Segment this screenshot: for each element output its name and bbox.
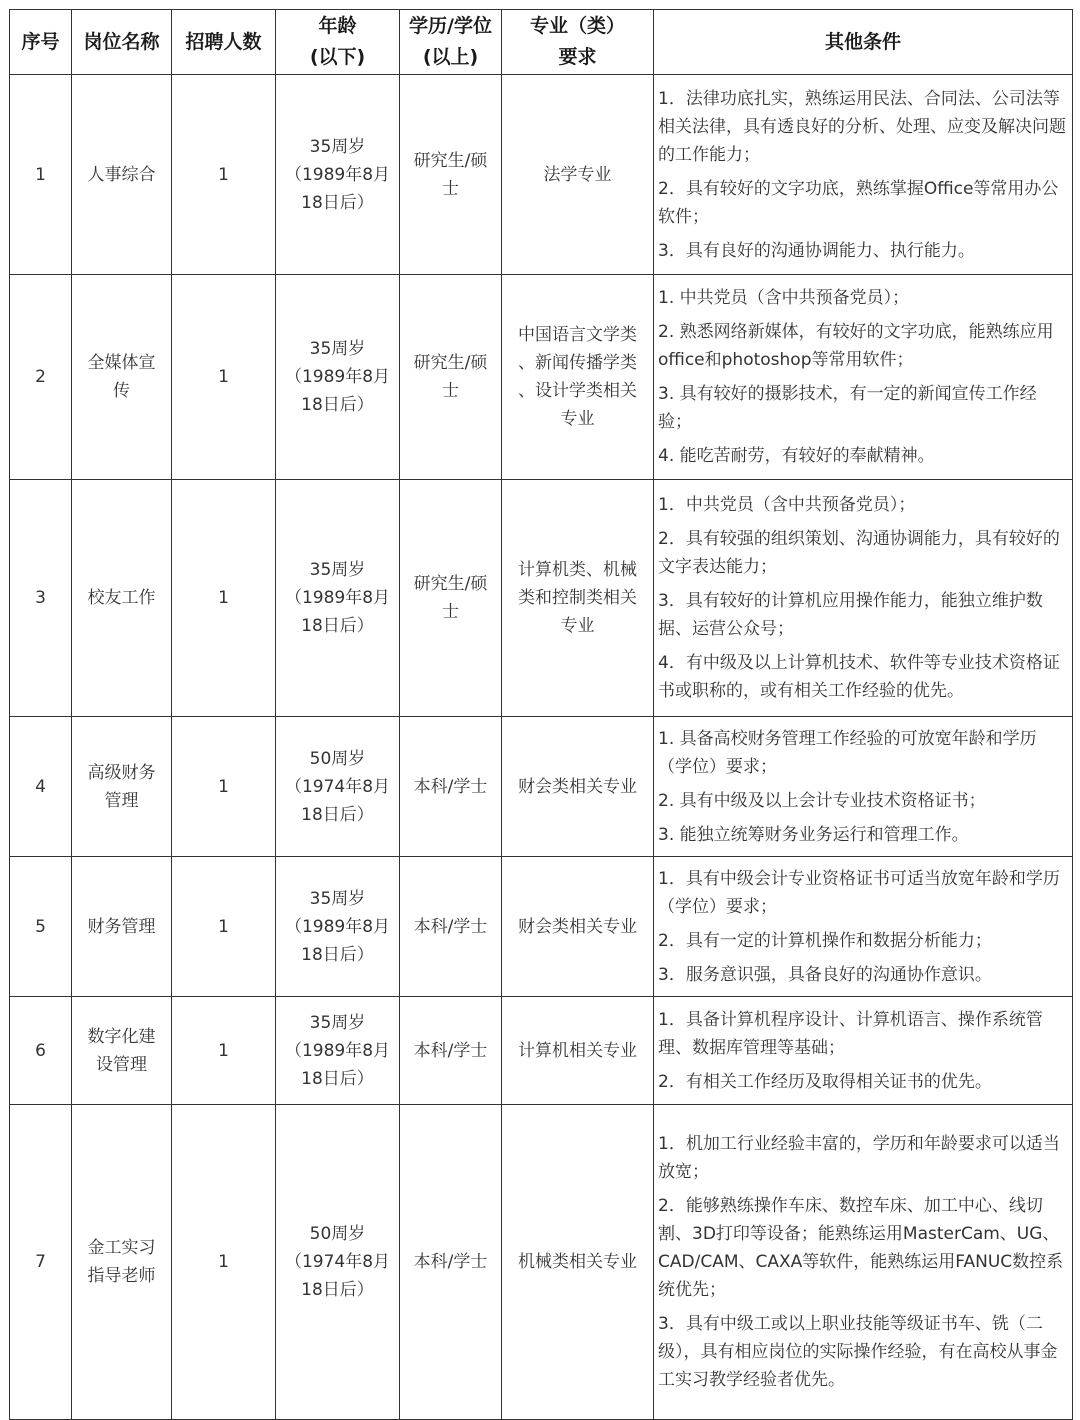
condition-item: 1．具有中级会计专业资格证书可适当放宽年龄和学历（学位）要求； bbox=[658, 868, 1060, 917]
cell-hiring-count: 1 bbox=[172, 857, 276, 997]
cell-age-line: （1989年8月 bbox=[284, 916, 391, 937]
cell-major-line: 法学专业 bbox=[543, 164, 612, 185]
cell-position-name bbox=[72, 857, 172, 997]
header-no: 序号 bbox=[10, 10, 72, 75]
header-age: 年龄 (以下) bbox=[276, 10, 400, 75]
table-row bbox=[10, 480, 1073, 717]
cell-age-line: 35周岁 bbox=[309, 1012, 366, 1033]
cell-education-line: 士 bbox=[442, 381, 459, 401]
cell-major bbox=[502, 1105, 654, 1420]
cell-major-line: 计算机类、机械 bbox=[518, 560, 637, 580]
cell-age-line: 18日后） bbox=[301, 804, 374, 825]
cell-other-conditions bbox=[654, 1105, 1073, 1420]
cell-age-line: （1989年8月 bbox=[284, 588, 391, 608]
cell-age-line: （1989年8月 bbox=[284, 367, 391, 387]
cell-education-line: 研究生/硕 bbox=[413, 353, 488, 373]
condition-item: 4. 能吃苦耐劳，有较好的奉献精神。 bbox=[658, 446, 935, 466]
cell-no: 3 bbox=[10, 480, 72, 717]
cell-major-line: 类和控制类相关 bbox=[518, 588, 637, 608]
condition-item: 3．具有良好的沟通协调能力、执行能力。 bbox=[658, 240, 975, 261]
cell-major-line: 、新闻传播学类 bbox=[518, 353, 637, 373]
cell-other-conditions bbox=[654, 75, 1073, 275]
condition-item: 1．中共党员（含中共预备党员）； bbox=[658, 495, 916, 515]
cell-other-conditions bbox=[654, 857, 1073, 997]
cell-education bbox=[400, 717, 502, 857]
cell-hiring-count: 1 bbox=[172, 1105, 276, 1420]
cell-position-name-line: 全媒体宣 bbox=[87, 353, 156, 373]
cell-other-conditions bbox=[654, 997, 1073, 1105]
header-position-name: 岗位名称 bbox=[72, 10, 172, 75]
header-major: 专业（类） 要求 bbox=[502, 10, 654, 75]
cell-education bbox=[400, 275, 502, 480]
cell-major-line: 专业 bbox=[560, 409, 595, 429]
condition-item: 3. 能独立统筹财务业务运行和管理工作。 bbox=[658, 824, 969, 845]
cell-position-name-line: 传 bbox=[113, 381, 130, 401]
cell-age-line: （1989年8月 bbox=[284, 1040, 391, 1061]
cell-age-line: 35周岁 bbox=[309, 888, 366, 909]
cell-position-name-line: 校友工作 bbox=[87, 588, 156, 608]
cell-hiring-count: 1 bbox=[172, 275, 276, 480]
condition-item: 1．法律功底扎实，熟练运用民法、合同法、公司法等相关法律，具有透良好的分析、处理、应变及解决问题的工作能力； bbox=[658, 88, 1066, 165]
cell-education bbox=[400, 480, 502, 717]
cell-major bbox=[502, 75, 654, 275]
cell-age-line: 35周岁 bbox=[309, 560, 366, 580]
table-row bbox=[10, 275, 1073, 480]
cell-other-conditions bbox=[654, 480, 1073, 717]
cell-age bbox=[276, 857, 400, 997]
cell-position-name bbox=[72, 997, 172, 1105]
condition-item: 4．有中级及以上计算机技术、软件等专业技术资格证书或职称的，或有相关工作经验的优先。 bbox=[658, 653, 1060, 701]
condition-item: 1．机加工行业经验丰富的，学历和年龄要求可以适当放宽； bbox=[658, 1134, 1060, 1182]
cell-major-line: 、设计学类相关 bbox=[518, 381, 637, 401]
cell-major-line: 计算机相关专业 bbox=[518, 1040, 637, 1061]
cell-position-name-line: 财务管理 bbox=[87, 916, 156, 937]
cell-age-line: 18日后） bbox=[301, 1280, 374, 1300]
cell-education bbox=[400, 997, 502, 1105]
cell-position-name-line: 指导老师 bbox=[87, 1266, 156, 1286]
cell-education-line: 本科/学士 bbox=[413, 1040, 488, 1061]
cell-hiring-count: 1 bbox=[172, 480, 276, 717]
cell-major bbox=[502, 480, 654, 717]
condition-item: 2. 具有中级及以上会计专业技术资格证书； bbox=[658, 790, 986, 811]
cell-age-line: 50周岁 bbox=[309, 1224, 366, 1244]
cell-education-line: 研究生/硕 bbox=[413, 150, 488, 171]
cell-major-line: 中国语言文学类 bbox=[518, 325, 637, 345]
cell-age bbox=[276, 717, 400, 857]
table-row bbox=[10, 1105, 1073, 1420]
cell-position-name-line: 管理 bbox=[104, 790, 139, 811]
recruitment-table bbox=[9, 9, 1073, 1420]
cell-no: 1 bbox=[10, 75, 72, 275]
table-row bbox=[10, 857, 1073, 997]
header-hiring-count: 招聘人数 bbox=[172, 10, 276, 75]
cell-age-line: 18日后） bbox=[301, 616, 374, 636]
cell-hiring-count: 1 bbox=[172, 717, 276, 857]
cell-education-line: 本科/学士 bbox=[413, 916, 488, 937]
condition-item: 3．具有较好的计算机应用操作能力，能独立维护数据、运营公众号； bbox=[658, 591, 1043, 639]
cell-no: 6 bbox=[10, 997, 72, 1105]
cell-position-name-line: 人事综合 bbox=[87, 164, 156, 185]
condition-item: 2．具有一定的计算机操作和数据分析能力； bbox=[658, 930, 992, 951]
condition-item: 2. 熟悉网络新媒体，有较好的文字功底，能熟练应用office和photoshop等常用软件； bbox=[658, 322, 1054, 370]
cell-age bbox=[276, 997, 400, 1105]
header-education: 学历/学位 (以上) bbox=[400, 10, 502, 75]
cell-major-line: 机械类相关专业 bbox=[518, 1252, 637, 1272]
table-row bbox=[10, 997, 1073, 1105]
cell-age-line: （1974年8月 bbox=[284, 1252, 391, 1272]
condition-item: 3．服务意识强，具备良好的沟通协作意识。 bbox=[658, 964, 992, 985]
cell-education bbox=[400, 75, 502, 275]
header-row bbox=[10, 10, 1073, 75]
cell-age bbox=[276, 480, 400, 717]
cell-education bbox=[400, 1105, 502, 1420]
cell-major bbox=[502, 857, 654, 997]
condition-item: 1. 具备高校财务管理工作经验的可放宽年龄和学历（学位）要求； bbox=[658, 728, 1037, 777]
condition-item: 2．能够熟练操作车床、数控车床、加工中心、线切割、3D打印等设备；能熟练运用MasterCam、UG、CAD/CAM、CAXA等软件，能熟练运用FANUC数控系统优先； bbox=[658, 1196, 1064, 1300]
cell-age-line: 35周岁 bbox=[309, 136, 366, 157]
cell-age-line: 35周岁 bbox=[309, 339, 366, 359]
cell-major-line: 财会类相关专业 bbox=[518, 916, 637, 937]
header-other-conditions: 其他条件 bbox=[654, 10, 1073, 75]
cell-age bbox=[276, 275, 400, 480]
cell-age-line: （1989年8月 bbox=[284, 164, 391, 185]
cell-education-line: 本科/学士 bbox=[413, 776, 488, 797]
cell-position-name bbox=[72, 1105, 172, 1420]
table-row bbox=[10, 717, 1073, 857]
condition-item: 2．具有较强的组织策划、沟通协调能力，具有较好的文字表达能力； bbox=[658, 529, 1060, 577]
cell-age-line: 18日后） bbox=[301, 192, 374, 213]
cell-age-line: （1974年8月 bbox=[284, 776, 391, 797]
cell-age-line: 18日后） bbox=[301, 395, 374, 415]
cell-position-name bbox=[72, 480, 172, 717]
cell-education bbox=[400, 857, 502, 997]
cell-hiring-count: 1 bbox=[172, 75, 276, 275]
cell-hiring-count: 1 bbox=[172, 997, 276, 1105]
condition-item: 1．具备计算机程序设计、计算机语言、操作系统管理、数据库管理等基础； bbox=[658, 1009, 1043, 1058]
cell-education-line: 研究生/硕 bbox=[413, 574, 488, 594]
cell-age-line: 18日后） bbox=[301, 944, 374, 965]
cell-position-name bbox=[72, 75, 172, 275]
cell-major bbox=[502, 997, 654, 1105]
cell-age-line: 18日后） bbox=[301, 1068, 374, 1089]
cell-age bbox=[276, 1105, 400, 1420]
cell-no: 4 bbox=[10, 717, 72, 857]
condition-item: 2．有相关工作经历及取得相关证书的优先。 bbox=[658, 1071, 992, 1092]
table-row bbox=[10, 75, 1073, 275]
cell-age bbox=[276, 75, 400, 275]
cell-other-conditions bbox=[654, 717, 1073, 857]
cell-no: 7 bbox=[10, 1105, 72, 1420]
cell-major bbox=[502, 275, 654, 480]
condition-item: 3. 具有较好的摄影技术，有一定的新闻宣传工作经验； bbox=[658, 384, 1037, 432]
cell-position-name bbox=[72, 275, 172, 480]
cell-age-line: 50周岁 bbox=[309, 748, 366, 769]
condition-item: 3．具有中级工或以上职业技能等级证书车、铣（二级），具有相应岗位的实际操作经验，有在高校从事金工实习教学经验者优先。 bbox=[658, 1314, 1058, 1390]
cell-position-name bbox=[72, 717, 172, 857]
cell-position-name-line: 设管理 bbox=[96, 1054, 147, 1075]
cell-education-line: 本科/学士 bbox=[413, 1252, 488, 1272]
cell-other-conditions bbox=[654, 275, 1073, 480]
cell-position-name-line: 高级财务 bbox=[87, 762, 156, 783]
condition-item: 1. 中共党员（含中共预备党员）； bbox=[658, 288, 910, 308]
cell-education-line: 士 bbox=[442, 602, 459, 622]
cell-position-name-line: 数字化建 bbox=[87, 1026, 156, 1047]
cell-no: 2 bbox=[10, 275, 72, 480]
cell-major-line: 专业 bbox=[560, 616, 595, 636]
cell-education-line: 士 bbox=[442, 178, 459, 199]
cell-no: 5 bbox=[10, 857, 72, 997]
cell-position-name-line: 金工实习 bbox=[87, 1238, 156, 1258]
cell-major bbox=[502, 717, 654, 857]
cell-major-line: 财会类相关专业 bbox=[518, 776, 637, 797]
condition-item: 2．具有较好的文字功底，熟练掌握Office等常用办公软件； bbox=[658, 178, 1059, 227]
